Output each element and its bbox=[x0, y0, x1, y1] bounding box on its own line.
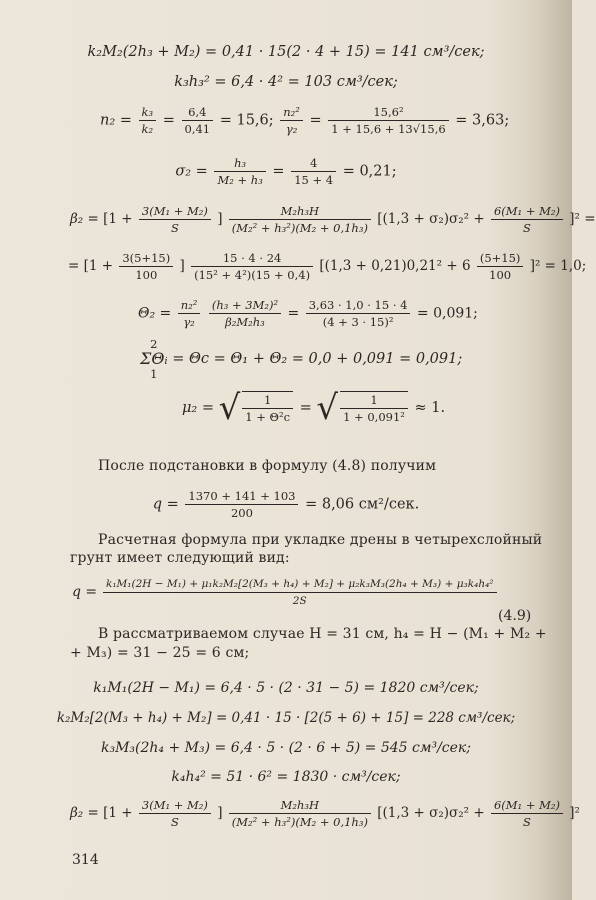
fraction: $\frac{\text{3(M₁ + M₂)}}{S}$ bbox=[139, 797, 211, 830]
equation-k2m2: k₂M₂(2h₃ + M₂) = 0,41 · 15(2 · 4 + 15) = 141 см³/сек; bbox=[87, 44, 485, 60]
sum-operator: 2 ΣΘᵢ 1 bbox=[140, 337, 168, 381]
paragraph-case-line1: В рассматриваемом случае H = 31 см, h₄ = H − (M₁ + M₂ + bbox=[98, 626, 547, 642]
fraction: $\frac{4}{15 + 4}$ bbox=[291, 155, 336, 188]
page-number: 314 bbox=[72, 852, 99, 868]
equation-q-four-layer: q = k₁M₁(2H − M₁) + μ₁k₂M₂[2(M₃ + h₄) + M₂] + μ₂k₃M₃(2h₄ + M₃) + μ₃k₄h₄² 2S bbox=[72, 576, 499, 609]
fraction: $\frac{3,63 \cdot 1,0 \cdot 15 \cdot 4}{\text{(4 + 3 · 15)²}}$ bbox=[306, 297, 411, 330]
equation-k3h3: k₃h₃² = 6,4 · 4² = 103 см³/сек; bbox=[174, 74, 398, 90]
equation-k2m2-bracket: k₂M₂[2(M₃ + h₄) + M₂] = 0,41 · 15 · [2(5 + 6) + 15] = 228 см³/сек; bbox=[56, 710, 516, 726]
paragraph-case-line2: + M₃) = 31 − 25 = 6 см; bbox=[70, 645, 250, 661]
radical-sign-icon: √ bbox=[218, 388, 241, 428]
equation-theta-sum: 2 ΣΘᵢ 1 = Θc = Θ₁ + Θ₂ = 0,0 + 0,091 = 0,091; bbox=[140, 337, 463, 381]
equation-q-result: q = $\frac{1370 + 141 + 103}{200}$ = 8,06 см²/сек. bbox=[152, 489, 420, 520]
equation-number: (4.9) bbox=[498, 608, 532, 624]
equation-beta2-substituted: = [1 + $\frac{3(5+15)}{100}$ ] $\frac{15 \cdot 4 \cdot 24}{\text{(15² + 4²)(15 + 0,4)}}$ [(1,3 + 0,21)0,21² + 6 $\frac{(5+15)}{100}$ ]² = 1,0; bbox=[68, 251, 587, 282]
radical-sign-icon: √ bbox=[316, 388, 339, 428]
equation-sigma2: σ₂ = $\frac{\text{h₃}}{\text{M₂ + h₃}}$ = $\frac{4}{15 + 4}$ = 0,21; bbox=[175, 156, 397, 187]
fraction: $\frac{\text{(h₃ + 3M₂)²}}{\text{β₂M₂h₃}}$ bbox=[209, 297, 281, 330]
fraction: $\frac{\text{3(M₁ + M₂)}}{S}$ bbox=[139, 203, 211, 236]
equation-n2-gamma: n₂ = $\frac{\text{k₃}}{\text{k₂}}$ = $\frac{6,4}{0,41}$ = 15,6; $\frac{\text{n₂²}}{\text{γ₂}}$ = $\frac{\text{15,6²}}{1 + 15,6 + 13√15,6}$ = 3,63; bbox=[100, 105, 510, 136]
equation-k4h4: k₄h₄² = 51 · 6² = 1830 · см³/сек; bbox=[171, 769, 401, 785]
fraction: $\frac{\text{n₂²}}{\text{γ₂}}$ bbox=[280, 104, 303, 137]
equation-k3m3: k₃M₃(2h₄ + M₃) = 6,4 · 5 · (2 · 6 + 5) = 545 см³/сек; bbox=[101, 740, 471, 756]
fraction: $\frac{\text{k₃}}{\text{k₂}}$ bbox=[139, 104, 157, 137]
equation-theta2: Θ₂ = $\frac{\text{n₂²}}{\text{γ₂}}$ $\frac{\text{(h₃ + 3M₂)²}}{\text{β₂M₂h₃}}$ = $\frac{3,63 \cdot 1,0 \cdot 15 \cdot 4}{\text{(4 + 3 · 15)²}}$ = 0,091; bbox=[138, 298, 478, 329]
fraction: $\frac{\text{15,6²}}{1 + 15,6 + 13√15,6}$ bbox=[328, 104, 448, 137]
fraction: $\frac{\text{M₂h₃H}}{\text{(M₂² + h₃²)(M₂ + 0,1h₃)}}$ bbox=[229, 203, 371, 236]
equation-beta2-general: β₂ = [1 + $\frac{\text{3(M₁ + M₂)}}{S}$ ] $\frac{\text{M₂h₃H}}{\text{(M₂² + h₃²)(M₂ + 0,1h₃)}}$ [(1,3 + σ₂)σ₂² + $\frac{\text{6(M₁ + M₂)}}{S}$ ]² = bbox=[70, 204, 596, 235]
fraction: $\frac{1}{\text{1 + Θ²c}}$ bbox=[242, 391, 293, 425]
fraction: $\frac{6,4}{0,41}$ bbox=[182, 104, 214, 137]
equation-mu2: μ₂ = √ $\frac{1}{\text{1 + Θ²c}}$ = √ $\frac{1}{\text{1 + 0,091²}}$ ≈ 1. bbox=[182, 388, 446, 428]
fraction: k₁M₁(2H − M₁) + μ₁k₂M₂[2(M₃ + h₄) + M₂] + μ₂k₃M₃(2h₄ + M₃) + μ₃k₄h₄² 2S bbox=[103, 576, 497, 609]
fraction: $\frac{3(5+15)}{100}$ bbox=[119, 250, 173, 283]
equation-k1m1: k₁M₁(2H − M₁) = 6,4 · 5 · (2 · 31 − 5) = 1820 см³/сек; bbox=[93, 680, 479, 696]
paragraph-formula-intro-line2: грунт имеет следующий вид: bbox=[70, 550, 290, 566]
fraction: $\frac{\text{6(M₁ + M₂)}}{S}$ bbox=[491, 797, 563, 830]
fraction: $\frac{(5+15)}{100}$ bbox=[477, 250, 524, 283]
paragraph-substitution: После подстановки в формулу (4.8) получим bbox=[98, 458, 437, 474]
fraction: $\frac{\text{h₃}}{\text{M₂ + h₃}}$ bbox=[214, 155, 265, 188]
fraction: $\frac{1370 + 141 + 103}{200}$ bbox=[185, 488, 298, 521]
fraction: $\frac{15 \cdot 4 \cdot 24}{\text{(15² + 4²)(15 + 0,4)}}$ bbox=[191, 250, 313, 283]
fraction: $\frac{\text{M₂h₃H}}{\text{(M₂² + h₃²)(M₂ + 0,1h₃)}}$ bbox=[229, 797, 371, 830]
equation-beta2-repeat: β₂ = [1 + $\frac{\text{3(M₁ + M₂)}}{S}$ ] $\frac{\text{M₂h₃H}}{\text{(M₂² + h₃²)(M₂ + 0,1h₃)}}$ [(1,3 + σ₂)σ₂² + $\frac{\text{6(M₁ + M₂)}}{S}$ ]² bbox=[70, 798, 580, 829]
paragraph-formula-intro-line1: Расчетная формула при укладке дрены в четырехслойный bbox=[98, 532, 543, 548]
fraction: $\frac{1}{\text{1 + 0,091²}}$ bbox=[340, 391, 408, 425]
fraction: $\frac{\text{6(M₁ + M₂)}}{S}$ bbox=[491, 203, 563, 236]
fraction: $\frac{\text{n₂²}}{\text{γ₂}}$ bbox=[178, 297, 201, 330]
